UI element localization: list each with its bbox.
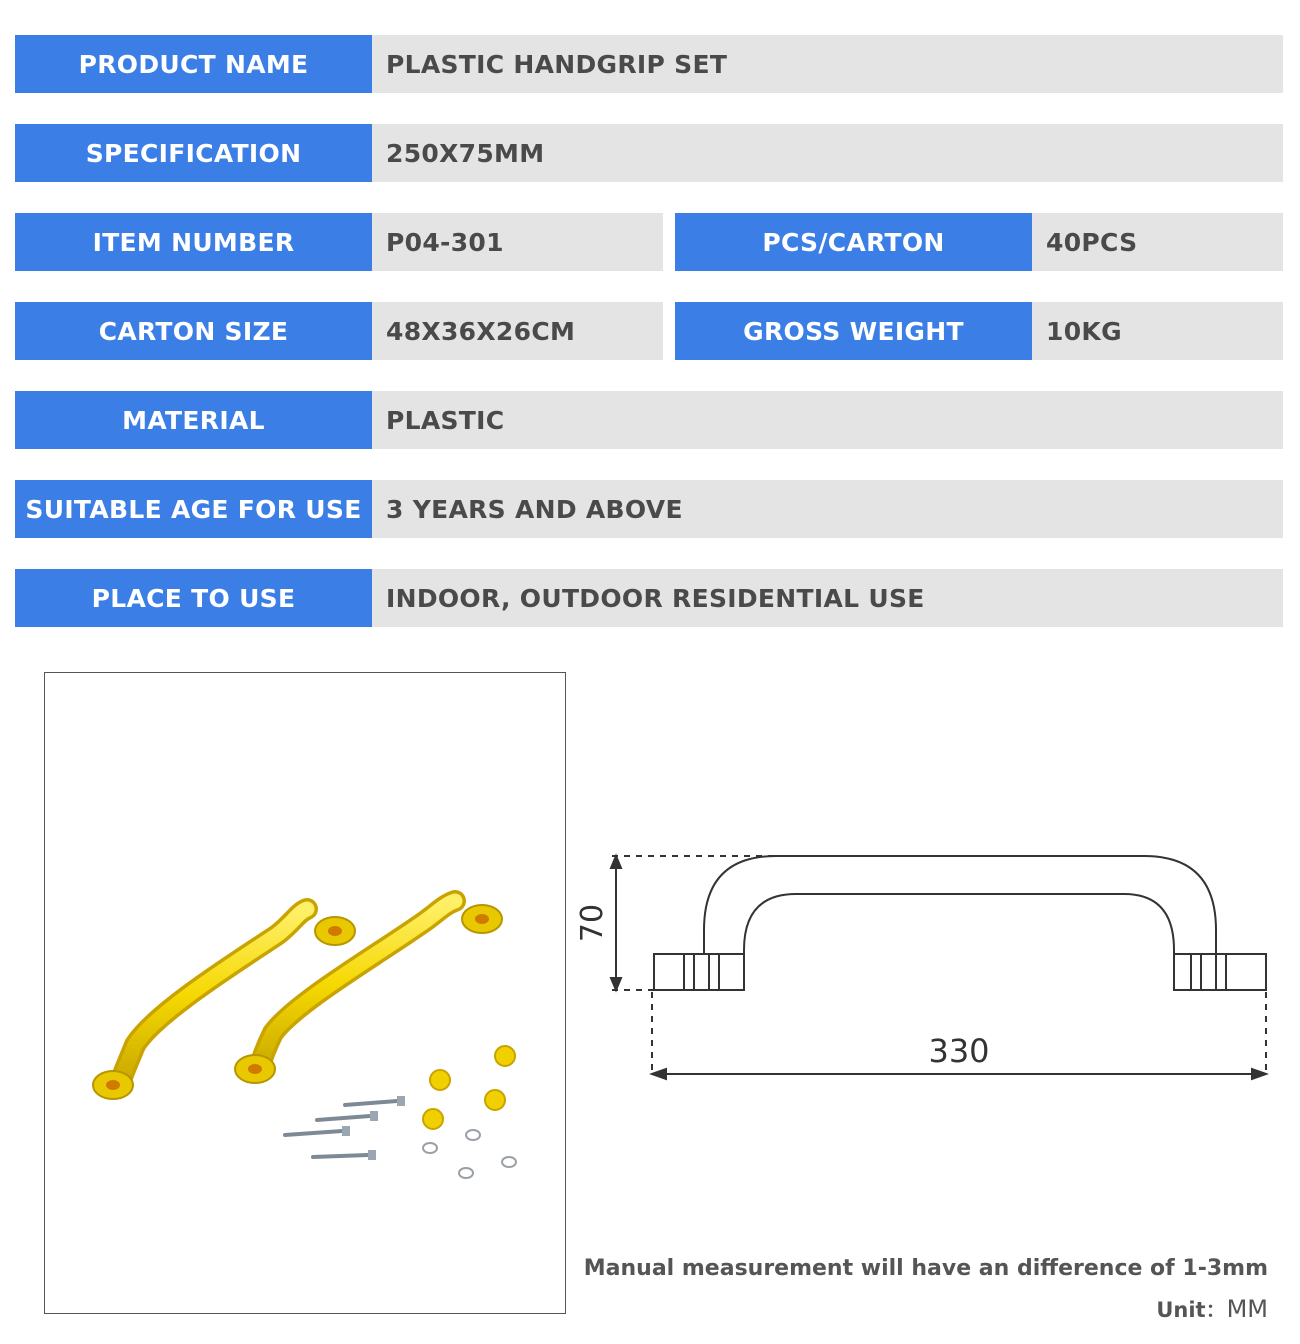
specification-value: 250X75MM: [372, 124, 1283, 182]
screws: [285, 1096, 405, 1160]
pcs-carton-value: 40PCS: [1032, 213, 1283, 271]
spec-row-carton-size: [15, 302, 1283, 360]
specification-label: SPECIFICATION: [15, 124, 372, 182]
height-dimension-label: 70: [576, 903, 610, 943]
length-dimension-label: 330: [928, 1032, 990, 1070]
handgrip-set-illustration: [45, 673, 565, 1313]
unit-key: Unit：: [1156, 1298, 1227, 1322]
pcs-carton-label: PCS/CARTON: [675, 213, 1032, 271]
spec-row-product-name: [15, 35, 1283, 93]
item-number-label: ITEM NUMBER: [15, 213, 372, 271]
yellow-caps: [423, 1046, 515, 1129]
product-name-value: PLASTIC HANDGRIP SET: [372, 35, 1283, 93]
product-photo: [44, 672, 566, 1314]
material-label: MATERIAL: [15, 391, 372, 449]
spec-row-place-to-use: [15, 569, 1283, 627]
gross-weight-label: GROSS WEIGHT: [675, 302, 1032, 360]
carton-size-label: CARTON SIZE: [15, 302, 372, 360]
unit-label: [1156, 1294, 1268, 1324]
gross-weight-value: 10KG: [1032, 302, 1283, 360]
spec-row-suitable-age: [15, 480, 1283, 538]
spec-row-material: [15, 391, 1283, 449]
spec-row-item-number: [15, 213, 1283, 271]
material-value: PLASTIC: [372, 391, 1283, 449]
washers: [423, 1130, 516, 1178]
carton-size-value: 48X36X26CM: [372, 302, 663, 360]
handgrip-outline-drawing: [576, 820, 1290, 1120]
dimension-drawing: [576, 820, 1290, 1120]
measurement-note: Manual measurement will have an difference of 1-3mm: [583, 1256, 1268, 1281]
item-number-value: P04-301: [372, 213, 663, 271]
unit-value: MM: [1226, 1295, 1268, 1323]
suitable-age-value: 3 YEARS AND ABOVE: [372, 480, 1283, 538]
spec-row-specification: [15, 124, 1283, 182]
place-to-use-label: PLACE TO USE: [15, 569, 372, 627]
suitable-age-label: SUITABLE AGE FOR USE: [15, 480, 372, 538]
product-name-label: PRODUCT NAME: [15, 35, 372, 93]
place-to-use-value: INDOOR, OUTDOOR RESIDENTIAL USE: [372, 569, 1283, 627]
